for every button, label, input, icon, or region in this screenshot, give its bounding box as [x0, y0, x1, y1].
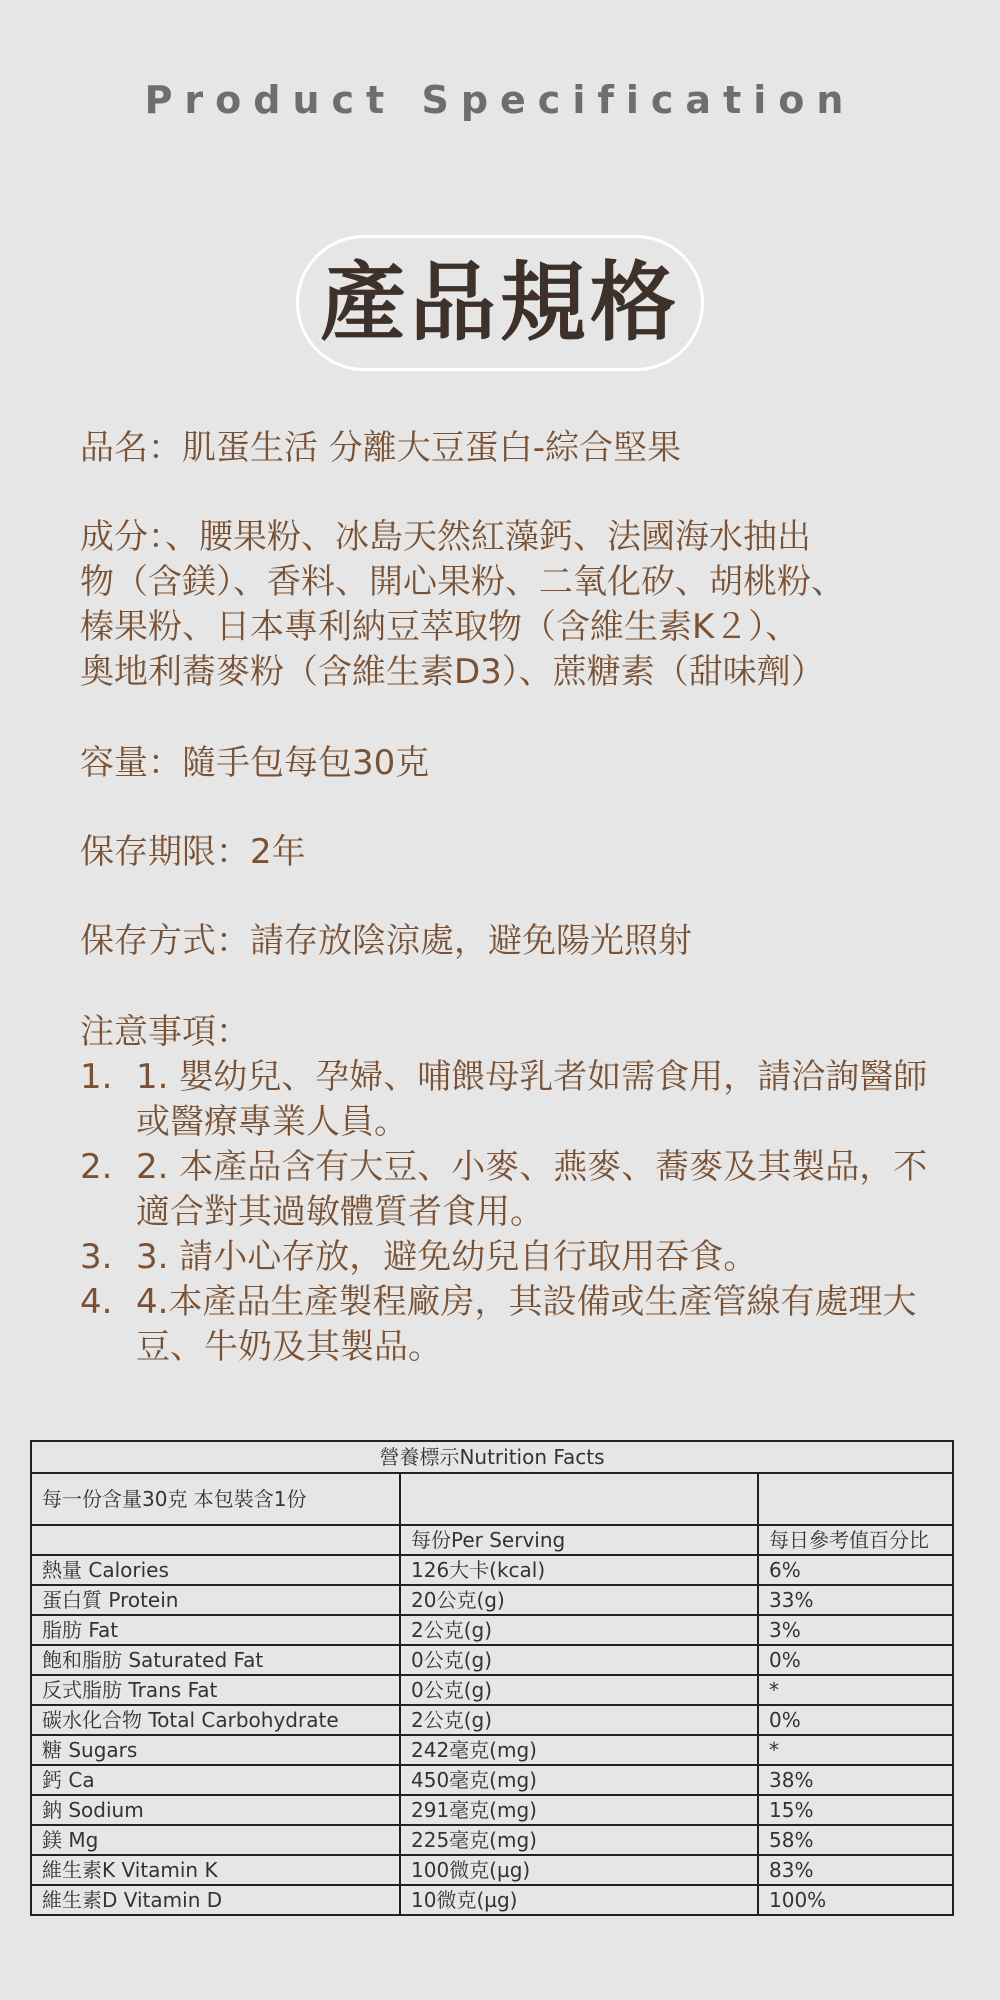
- nutrient-daily-value: 100%: [758, 1885, 953, 1915]
- nutrient-name: 鈣 Ca: [31, 1765, 400, 1795]
- table-row: [31, 1825, 953, 1855]
- shelf-life: 保存期限：2年: [80, 832, 306, 872]
- nutrition-title: 營養標示Nutrition Facts: [31, 1441, 953, 1473]
- table-row: [31, 1645, 953, 1675]
- table-row: [31, 1765, 953, 1795]
- note-text: 2. 本產品含有大豆、小麥、燕麥、蕎麥及其製品，不適合對其過敏體質者食用。: [136, 1147, 928, 1232]
- nutrient-name: 蛋白質 Protein: [31, 1585, 400, 1615]
- table-title-row: [31, 1441, 953, 1473]
- nutrient-amount: 2公克(g): [400, 1615, 758, 1645]
- ingredients-line: 物（含鎂）、香料、開心果粉、二氧化矽、胡桃粉、: [80, 562, 845, 602]
- nutrient-daily-value: 6%: [758, 1555, 953, 1585]
- note-text: 3. 請小心存放，避免幼兒自行取用吞食。: [136, 1237, 758, 1277]
- nutrient-daily-value: *: [758, 1675, 953, 1705]
- empty-cell: [400, 1473, 758, 1525]
- nutrient-daily-value: 15%: [758, 1795, 953, 1825]
- table-row: [31, 1675, 953, 1705]
- note-number: 2.: [80, 1147, 113, 1187]
- empty-cell: [31, 1525, 400, 1555]
- note-text: 4.本產品生產製程廠房，其設備或生產管線有處理大豆、牛奶及其製品。: [136, 1282, 917, 1367]
- note-number: 1.: [80, 1057, 113, 1097]
- nutrition-facts-table: [30, 1440, 954, 1916]
- serving-info-row: [31, 1473, 953, 1525]
- nutrient-daily-value: *: [758, 1735, 953, 1765]
- capacity: 容量：隨手包每包30克: [80, 743, 430, 783]
- serving-info: 每一份含量30克 本包裝含1份: [31, 1473, 400, 1525]
- column-header-daily-value: 每日參考值百分比: [758, 1525, 953, 1555]
- note-item: [80, 1235, 940, 1280]
- nutrient-name: 維生素K Vitamin K: [31, 1855, 400, 1885]
- table-row: [31, 1555, 953, 1585]
- nutrient-amount: 20公克(g): [400, 1585, 758, 1615]
- nutrient-daily-value: 83%: [758, 1855, 953, 1885]
- nutrient-amount: 126大卡(kcal): [400, 1555, 758, 1585]
- nutrient-daily-value: 0%: [758, 1705, 953, 1735]
- note-number: 3.: [80, 1237, 113, 1277]
- note-item: [80, 1280, 940, 1370]
- note-number: 4.: [80, 1282, 113, 1322]
- nutrient-amount: 0公克(g): [400, 1645, 758, 1675]
- table-row: [31, 1795, 953, 1825]
- nutrient-amount: 242毫克(mg): [400, 1735, 758, 1765]
- nutrient-amount: 450毫克(mg): [400, 1765, 758, 1795]
- note-text: 1. 嬰幼兒、孕婦、哺餵母乳者如需食用，請洽詢醫師或醫療專業人員。: [136, 1057, 928, 1142]
- note-item: [80, 1145, 940, 1235]
- nutrient-amount: 100微克(µg): [400, 1855, 758, 1885]
- nutrient-amount: 0公克(g): [400, 1675, 758, 1705]
- nutrient-daily-value: 58%: [758, 1825, 953, 1855]
- nutrient-daily-value: 38%: [758, 1765, 953, 1795]
- nutrient-name: 飽和脂肪 Saturated Fat: [31, 1645, 400, 1675]
- english-heading: Product Specification: [144, 78, 856, 122]
- nutrient-name: 脂肪 Fat: [31, 1615, 400, 1645]
- table-header-row: [31, 1525, 953, 1555]
- nutrient-daily-value: 33%: [758, 1585, 953, 1615]
- nutrient-amount: 225毫克(mg): [400, 1825, 758, 1855]
- product-name: 品名：肌蛋生活 分離大豆蛋白-綜合堅果: [80, 428, 682, 468]
- nutrient-name: 碳水化合物 Total Carbohydrate: [31, 1705, 400, 1735]
- nutrient-daily-value: 3%: [758, 1615, 953, 1645]
- nutrient-name: 熱量 Calories: [31, 1555, 400, 1585]
- empty-cell: [758, 1473, 953, 1525]
- ingredients-line: 奧地利蕎麥粉（含維生素D3）、蔗糖素（甜味劑）: [80, 652, 825, 692]
- ingredients-line: 成分：、腰果粉、冰島天然紅藻鈣、法國海水抽出: [80, 517, 811, 557]
- notes-list: [80, 1055, 940, 1370]
- ingredients: [80, 515, 940, 695]
- table-row: [31, 1855, 953, 1885]
- nutrition-rows: [31, 1555, 953, 1915]
- ingredients-line: 榛果粉、日本專利納豆萃取物（含維生素K２）、: [80, 607, 800, 647]
- table-row: [31, 1615, 953, 1645]
- title-badge: [296, 235, 704, 371]
- nutrient-name: 糖 Sugars: [31, 1735, 400, 1765]
- nutrient-name: 反式脂肪 Trans Fat: [31, 1675, 400, 1705]
- notes-title: 注意事項：: [80, 1012, 250, 1052]
- nutrient-name: 鈉 Sodium: [31, 1795, 400, 1825]
- nutrient-name: 鎂 Mg: [31, 1825, 400, 1855]
- table-row: [31, 1705, 953, 1735]
- nutrient-amount: 10微克(µg): [400, 1885, 758, 1915]
- storage-method: 保存方式：請存放陰涼處，避免陽光照射: [80, 921, 692, 961]
- page-title: 產品規格: [320, 253, 680, 353]
- note-item: [80, 1055, 940, 1145]
- nutrient-amount: 291毫克(mg): [400, 1795, 758, 1825]
- table-row: [31, 1885, 953, 1915]
- nutrient-name: 維生素D Vitamin D: [31, 1885, 400, 1915]
- column-header-per-serving: 每份Per Serving: [400, 1525, 758, 1555]
- nutrient-daily-value: 0%: [758, 1645, 953, 1675]
- table-row: [31, 1735, 953, 1765]
- nutrient-amount: 2公克(g): [400, 1705, 758, 1735]
- table-row: [31, 1585, 953, 1615]
